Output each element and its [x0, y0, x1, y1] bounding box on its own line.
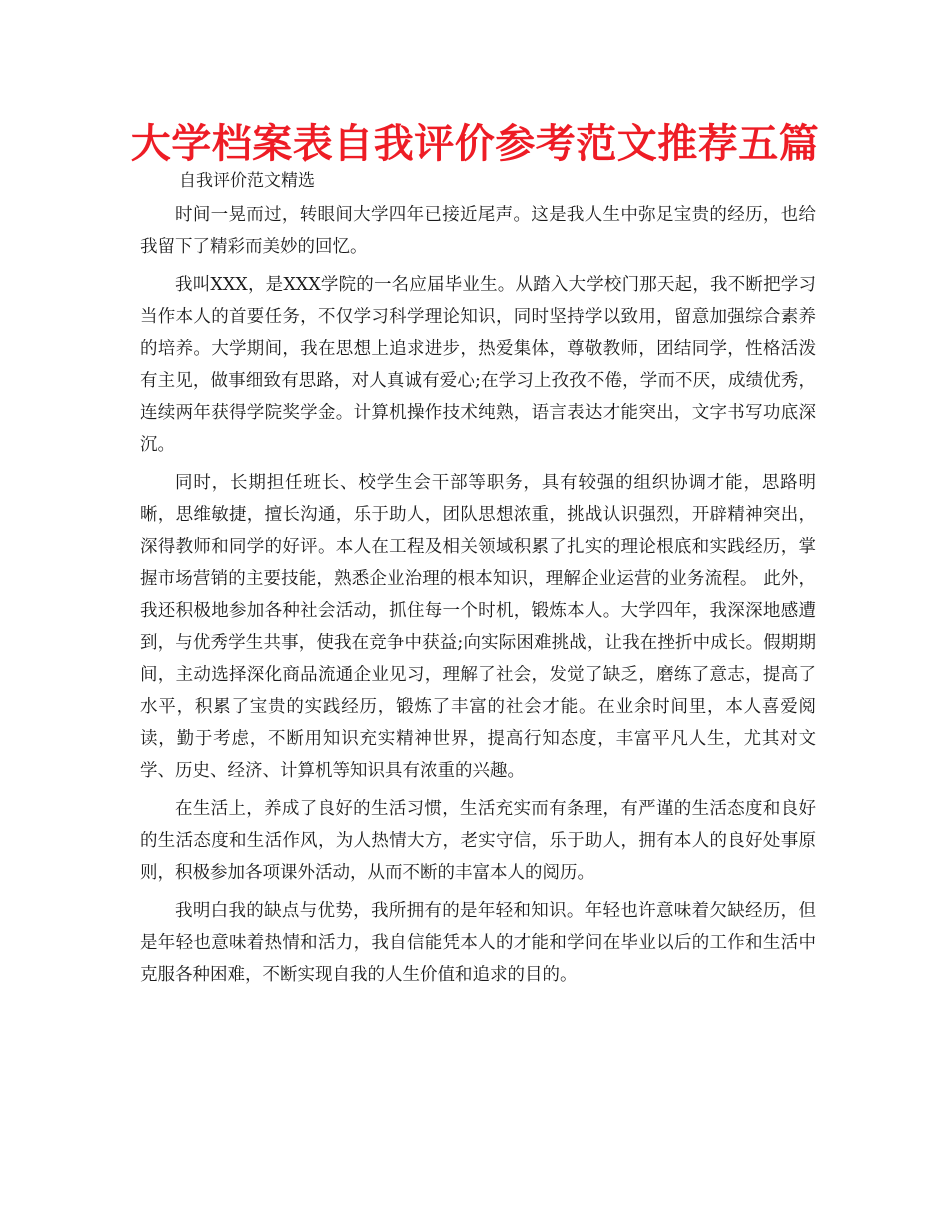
document-body: [140, 199, 816, 997]
paragraph-3: 同时，长期担任班长、校学生会干部等职务，具有较强的组织协调才能，思路明晰，思维敏捷，擅长沟通，乐于助人，团队思想浓重，挑战认识强烈，开辟精神突出，深得教师和同学的好评。本人在工程及相关领域积累了扎实的理论根底和实践经历，掌握市场营销的主要技能，熟悉企业治理的根本知识，理解企业运营的业务流程。 此外，我还积极地参加各种社会活动，抓住每一个时机，锻炼本人。大学四年，我深深地感遭到，与优秀学生共事，使我在竞争中获益;向实际困难挑战，让我在挫折中成长。假期期间，主动选择深化商品流通企业见习，理解了社会，发觉了缺乏，磨练了意志，提高了水平，积累了宝贵的实践经历，锻炼了丰富的社会才能。在业余时间里，本人喜爱阅读，勤于考虑，不断用知识充实精神世界，提高行知态度，丰富平凡人生，尤其对文学、历史、经济、计算机等知识具有浓重的兴趣。: [140, 473, 816, 781]
document-subtitle: 自我评价范文精选: [179, 171, 315, 191]
document-title: 大学档案表自我评价参考范文推荐五篇: [130, 121, 820, 167]
paragraph-4: 在生活上，养成了良好的生活习惯，生活充实而有条理，有严谨的生活态度和良好的生活态度和生活作风，为人热情大方，老实守信，乐于助人，拥有本人的良好处事原则，积极参加各项课外活动，从而不断的丰富本人的阅历。: [140, 799, 816, 883]
paragraph-1: 时间一晃而过，转眼间大学四年已接近尾声。这是我人生中弥足宝贵的经历，也给我留下了精彩而美妙的回忆。: [140, 205, 816, 257]
paragraph-5: 我明白我的缺点与优势，我所拥有的是年轻和知识。年轻也许意味着欠缺经历，但是年轻也意味着热情和活力，我自信能凭本人的才能和学问在毕业以后的工作和生活中克服各种困难，不断实现自我的人生价值和追求的目的。: [140, 901, 816, 985]
paragraph-2: 我叫XXX，是XXX学院的一名应届毕业生。从踏入大学校门那天起，我不断把学习当作本人的首要任务，不仅学习科学理论知识，同时坚持学以致用，留意加强综合素养的培养。大学期间，我在思想上追求进步，热爱集体，尊敬教师，团结同学，性格活泼有主见，做事细致有思路，对人真诚有爱心;在学习上孜孜不倦，学而不厌，成绩优秀，连续两年获得学院奖学金。计算机操作技术纯熟，语言表达才能突出，文字书写功底深沉。: [140, 275, 816, 455]
